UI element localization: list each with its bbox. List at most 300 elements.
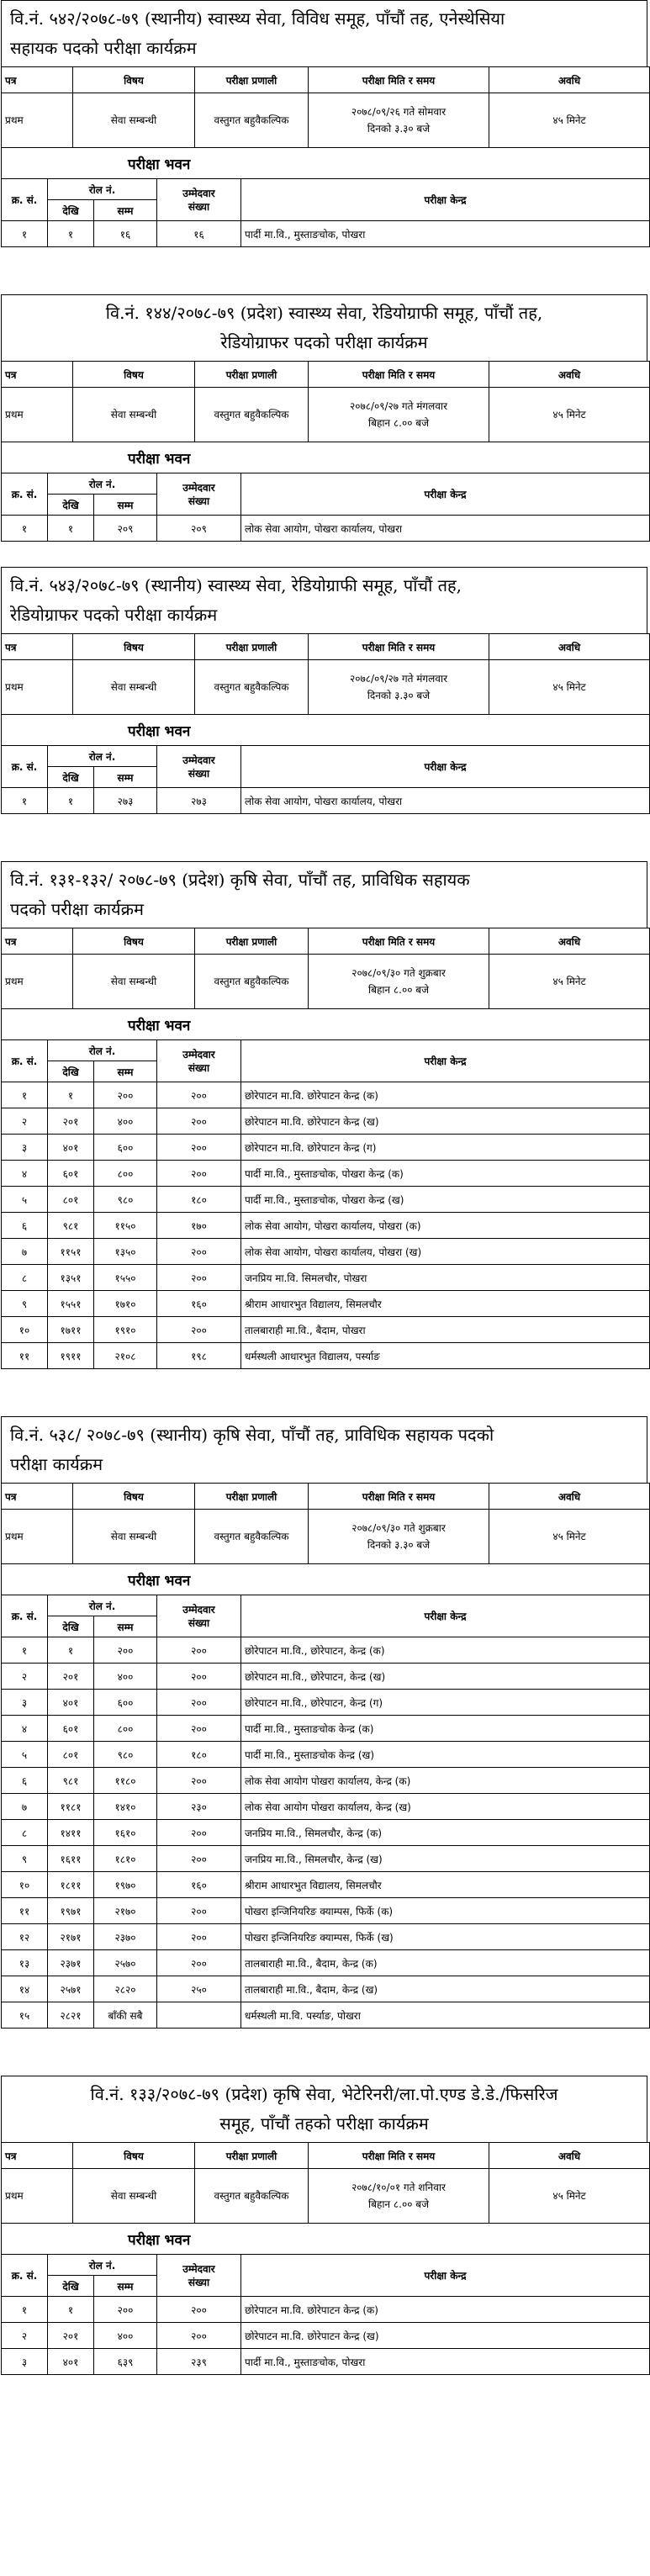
table-row — [2, 1976, 650, 2002]
venue-roll-to: १३५० — [94, 1239, 157, 1265]
table-row — [2, 2323, 650, 2349]
exam-section — [0, 1416, 648, 2029]
venue-roll-from: २०१ — [48, 2323, 94, 2349]
exam-program-table — [1, 928, 650, 1009]
exam-row — [2, 2169, 650, 2224]
venue-roll-from: ९८१ — [48, 1768, 94, 1794]
exam-date-time — [309, 388, 489, 442]
header-center: परीक्षा केन्द्र — [241, 746, 650, 788]
section-title — [1, 0, 647, 66]
exam-section — [0, 567, 648, 814]
header-candidates-line2: संख्या — [188, 200, 210, 213]
venue-candidate-count: २०० — [157, 1664, 241, 1690]
table-row — [2, 2349, 650, 2375]
venue-heading: परीक्षा भवन — [2, 1009, 650, 1040]
venue-serial: १३ — [2, 1950, 48, 1976]
venue-roll-to: ४०० — [94, 2323, 157, 2349]
venue-roll-to: २०० — [94, 1637, 157, 1664]
table-row — [2, 221, 650, 247]
table-row — [2, 1135, 650, 1161]
venue-roll-from: १४११ — [48, 1820, 94, 1846]
section-title-line: वि.नं. ५३८/ २०७८-७९ (स्थानीय) कृषि सेवा, पाँचौं तह, प्राविधिक सहायक पदको — [10, 1425, 494, 1445]
venue-center-name: छोरेपाटन मा.वि., छोरेपाटन, केन्द्र (क) — [241, 1637, 650, 1664]
table-row — [2, 1637, 650, 1664]
venue-center-name: पार्दी मा.वि., मुस्ताङचोक, पोखरा केन्द्र (ख) — [241, 1187, 650, 1213]
table-row — [2, 516, 650, 542]
venue-roll-to: १५५० — [94, 1265, 157, 1291]
venue-candidate-count: २०० — [157, 1716, 241, 1742]
venue-roll-to: २५७० — [94, 1950, 157, 1976]
table-row — [2, 1924, 650, 1950]
venue-roll-to: ६०० — [94, 1690, 157, 1716]
venue-roll-to: २३७० — [94, 1924, 157, 1950]
section-gap — [0, 1369, 650, 1416]
header-awadhi: अवधि — [489, 1484, 650, 1510]
venue-center-name: छोरेपाटन मा.वि. छोरेपाटन केन्द्र (क) — [241, 1082, 650, 1108]
venue-roll-to: २१०८ — [94, 1343, 157, 1369]
venue-roll-to: २०९ — [94, 516, 157, 542]
exam-system: वस्तुगत बहुवैकल्पिक — [195, 1510, 309, 1564]
table-row — [2, 1343, 650, 1369]
header-bishaya: विषय — [73, 67, 195, 93]
table-row — [2, 1794, 650, 1820]
exam-program-table — [1, 633, 650, 715]
venue-roll-to: बाँकी सबै — [94, 2002, 157, 2029]
venue-roll-from: ८०१ — [48, 1187, 94, 1213]
table-row — [2, 1239, 650, 1265]
venue-center-name: लोक सेवा आयोग, पोखरा कार्यालय, पोखरा — [241, 788, 650, 814]
exam-system: वस्तुगत बहुवैकल्पिक — [195, 2169, 309, 2224]
header-from: देखि — [48, 1061, 94, 1082]
header-patra: पत्र — [2, 1484, 73, 1510]
exam-program-table — [1, 361, 650, 442]
header-miti_samaya: परीक्षा मिति र समय — [309, 1484, 489, 1510]
exam-date-time — [309, 2169, 489, 2224]
section-title — [1, 1416, 647, 1483]
venue-candidate-count: २०० — [157, 1950, 241, 1976]
venue-center-name: छोरेपाटन मा.वि., छोरेपाटन, केन्द्र (ख) — [241, 1664, 650, 1690]
venue-center-name: पार्दी मा.वि., मुस्ताङचोक केन्द्र (क) — [241, 1716, 650, 1742]
venue-candidate-count: २०० — [157, 2323, 241, 2349]
venue-roll-to: ८०० — [94, 1716, 157, 1742]
exam-date-time — [309, 1510, 489, 1564]
venue-header-row — [2, 179, 650, 200]
venue-candidate-count: १६० — [157, 1291, 241, 1317]
exam-system: वस्तुगत बहुवैकल्पिक — [195, 955, 309, 1009]
venue-candidate-count: २०० — [157, 1690, 241, 1716]
venue-candidate-count: १८० — [157, 1187, 241, 1213]
header-awadhi: अवधि — [489, 67, 650, 93]
venue-roll-from: १ — [48, 221, 94, 247]
venue-roll-from: १९७१ — [48, 1898, 94, 1924]
venue-candidate-count: २०० — [157, 1768, 241, 1794]
exam-patra: प्रथम — [2, 2169, 73, 2224]
header-roll-no: रोल नं. — [48, 473, 157, 495]
venue-serial: ३ — [2, 1135, 48, 1161]
venue-center-name: धर्मस्थली आधारभुत विद्यालय, पर्स्याङ — [241, 1343, 650, 1369]
table-row — [2, 1898, 650, 1924]
exam-duration: ४५ मिनेट — [489, 955, 650, 1009]
exam-date: २०७८/०९/२७ गते मंगलवार — [350, 673, 447, 685]
header-bishaya: विषय — [73, 928, 195, 955]
venue-header-row — [2, 2255, 650, 2276]
venue-serial: ४ — [2, 1716, 48, 1742]
venue-center-name: धर्मस्थली मा.वि. पर्स्याङ, पोखरा — [241, 2002, 650, 2029]
exam-subject: सेवा सम्बन्धी — [73, 660, 195, 715]
header-serial: क्र. सं. — [2, 1040, 48, 1082]
venue-roll-to: १४१० — [94, 1794, 157, 1820]
exam-row — [2, 93, 650, 148]
venue-roll-from: ११५१ — [48, 1239, 94, 1265]
header-serial: क्र. सं. — [2, 1595, 48, 1637]
venue-header-row — [2, 1595, 650, 1616]
header-candidates — [157, 179, 241, 221]
table-row — [2, 2002, 650, 2029]
header-from: देखि — [48, 767, 94, 788]
header-to: सम्म — [94, 200, 157, 221]
venue-serial: ५ — [2, 1742, 48, 1768]
venue-candidate-count: १६० — [157, 1872, 241, 1898]
venue-center-name: तालबाराही मा.वि., बैदाम, पोखरा — [241, 1317, 650, 1343]
header-candidates-line1: उम्मेदवार — [182, 754, 215, 766]
header-candidates-line1: उम्मेदवार — [182, 1603, 215, 1616]
venue-roll-to: ९८० — [94, 1742, 157, 1768]
venue-heading: परीक्षा भवन — [2, 1564, 650, 1595]
venue-serial: ६ — [2, 1213, 48, 1239]
exam-section — [0, 861, 648, 1369]
table-row — [2, 1742, 650, 1768]
header-awadhi: अवधि — [489, 2143, 650, 2169]
venue-serial: ७ — [2, 1794, 48, 1820]
exam-row — [2, 955, 650, 1009]
venue-candidate-count — [157, 2002, 241, 2029]
header-bishaya: विषय — [73, 2143, 195, 2169]
exam-duration: ४५ मिनेट — [489, 93, 650, 148]
venue-serial: ९ — [2, 1846, 48, 1872]
header-candidates-line2: संख्या — [188, 1616, 210, 1629]
venue-heading-row — [2, 442, 650, 473]
header-miti_samaya: परीक्षा मिति र समय — [309, 67, 489, 93]
header-pranali: परीक्षा प्रणाली — [195, 634, 309, 660]
venue-table — [1, 148, 650, 247]
venue-center-name: पार्दी मा.वि., मुस्ताङचोक, पोखरा केन्द्र (क) — [241, 1161, 650, 1187]
header-bishaya: विषय — [73, 362, 195, 388]
exam-time: बिहान ८.०० बजे — [367, 2198, 430, 2210]
venue-candidate-count: २०० — [157, 2297, 241, 2323]
table-row — [2, 2297, 650, 2323]
venue-roll-to: ९८० — [94, 1187, 157, 1213]
exam-program-table — [1, 2142, 650, 2224]
header-serial: क्र. सं. — [2, 2255, 48, 2297]
venue-roll-to: ८०० — [94, 1161, 157, 1187]
header-to: सम्म — [94, 1061, 157, 1082]
exam-subject: सेवा सम्बन्धी — [73, 388, 195, 442]
section-gap — [0, 2029, 650, 2076]
venue-candidate-count: २०० — [157, 1108, 241, 1135]
header-miti_samaya: परीक्षा मिति र समय — [309, 928, 489, 955]
section-title-line: वि.नं. ५४२/२०७८-७९ (स्थानीय) स्वास्थ्य सेवा, विविध समूह, पाँचौं तह, एनेस्थेसिया — [10, 8, 505, 29]
table-row — [2, 1161, 650, 1187]
section-title-line: वि.नं. १३१-१३२/ २०७८-७९ (प्रदेश) कृषि सेवा, पाँचौं तह, प्राविधिक सहायक — [10, 870, 470, 890]
section-title — [1, 567, 647, 633]
venue-candidate-count: २७३ — [157, 788, 241, 814]
header-miti_samaya: परीक्षा मिति र समय — [309, 634, 489, 660]
header-pranali: परीक्षा प्रणाली — [195, 2143, 309, 2169]
header-patra: पत्र — [2, 928, 73, 955]
header-awadhi: अवधि — [489, 362, 650, 388]
venue-table — [1, 1009, 650, 1369]
exam-date-time — [309, 93, 489, 148]
venue-heading: परीक्षा भवन — [2, 148, 650, 179]
exam-patra: प्रथम — [2, 660, 73, 715]
exam-header-row — [2, 362, 650, 388]
venue-heading-row — [2, 148, 650, 179]
header-candidates — [157, 1595, 241, 1637]
venue-center-name: तालबाराही मा.वि., बैदाम, केन्द्र (क) — [241, 1950, 650, 1976]
table-row — [2, 1768, 650, 1794]
header-serial: क्र. सं. — [2, 179, 48, 221]
venue-roll-from: १५५१ — [48, 1291, 94, 1317]
venue-roll-to: १६ — [94, 221, 157, 247]
table-row — [2, 1690, 650, 1716]
header-candidates — [157, 473, 241, 516]
venue-roll-to: १७१० — [94, 1291, 157, 1317]
exam-subject: सेवा सम्बन्धी — [73, 93, 195, 148]
section-title — [1, 294, 647, 361]
header-to: सम्म — [94, 1616, 157, 1637]
table-row — [2, 1317, 650, 1343]
section-gap — [0, 247, 650, 294]
venue-serial: १ — [2, 1082, 48, 1108]
venue-roll-to: १९७० — [94, 1872, 157, 1898]
venue-center-name: लोक सेवा आयोग, पोखरा कार्यालय, पोखरा — [241, 516, 650, 542]
venue-candidate-count: २०० — [157, 1239, 241, 1265]
header-center: परीक्षा केन्द्र — [241, 1595, 650, 1637]
exam-row — [2, 388, 650, 442]
venue-serial: ३ — [2, 1690, 48, 1716]
table-row — [2, 1291, 650, 1317]
venue-heading: परीक्षा भवन — [2, 715, 650, 746]
venue-center-name: छोरेपाटन मा.वि. छोरेपाटन केन्द्र (ख) — [241, 2323, 650, 2349]
header-roll-no: रोल नं. — [48, 179, 157, 200]
venue-candidate-count: २०० — [157, 1161, 241, 1187]
venue-table — [1, 1564, 650, 2029]
venue-candidate-count: २०० — [157, 1317, 241, 1343]
venue-candidate-count: २०० — [157, 1846, 241, 1872]
venue-roll-from: १८११ — [48, 1872, 94, 1898]
header-patra: पत्र — [2, 634, 73, 660]
venue-center-name: जनप्रिय मा.वि. सिमलचौर, पोखरा — [241, 1265, 650, 1291]
venue-roll-to: १८१० — [94, 1846, 157, 1872]
section-title — [1, 861, 647, 928]
exam-date: २०७८/०९/३० गते शुक्रबार — [351, 967, 446, 979]
venue-table — [1, 2224, 650, 2375]
exam-time: दिनको ३.३० बजे — [367, 123, 431, 135]
venue-serial: २ — [2, 1108, 48, 1135]
header-roll-no: रोल नं. — [48, 1595, 157, 1616]
header-candidates — [157, 746, 241, 788]
exam-date: २०७८/०९/३० गते शुक्रबार — [351, 1522, 446, 1534]
header-candidates-line2: संख्या — [188, 767, 210, 780]
venue-serial: १ — [2, 2297, 48, 2323]
table-row — [2, 1820, 650, 1846]
exam-section — [0, 0, 648, 247]
header-to: सम्म — [94, 767, 157, 788]
table-row — [2, 1716, 650, 1742]
exam-patra: प्रथम — [2, 93, 73, 148]
venue-serial: १४ — [2, 1976, 48, 2002]
table-row — [2, 1108, 650, 1135]
venue-candidate-count: २०० — [157, 1082, 241, 1108]
venue-serial: २ — [2, 1664, 48, 1690]
venue-roll-from: २१७१ — [48, 1924, 94, 1950]
venue-roll-from: १७११ — [48, 1317, 94, 1343]
venue-serial: १ — [2, 1637, 48, 1664]
venue-serial: ११ — [2, 1898, 48, 1924]
venue-roll-to: १६१० — [94, 1820, 157, 1846]
header-center: परीक्षा केन्द्र — [241, 473, 650, 516]
exam-patra: प्रथम — [2, 955, 73, 1009]
exam-duration: ४५ मिनेट — [489, 1510, 650, 1564]
section-gap — [0, 814, 650, 861]
venue-center-name: जनप्रिय मा.वि., सिमलचौर, केन्द्र (क) — [241, 1820, 650, 1846]
venue-roll-to: २०० — [94, 2297, 157, 2323]
venue-roll-from: १३५१ — [48, 1265, 94, 1291]
venue-center-name: लोक सेवा आयोग पोखरा कार्यालय, केन्द्र (ख) — [241, 1794, 650, 1820]
exam-subject: सेवा सम्बन्धी — [73, 2169, 195, 2224]
header-miti_samaya: परीक्षा मिति र समय — [309, 2143, 489, 2169]
header-to: सम्म — [94, 495, 157, 516]
venue-center-name: जनप्रिय मा.वि., सिमलचौर, केन्द्र (ख) — [241, 1846, 650, 1872]
exam-program-table — [1, 1483, 650, 1564]
exam-row — [2, 660, 650, 715]
header-from: देखि — [48, 1616, 94, 1637]
venue-candidate-count: १८० — [157, 1742, 241, 1768]
header-awadhi: अवधि — [489, 928, 650, 955]
venue-serial: ७ — [2, 1239, 48, 1265]
header-from: देखि — [48, 495, 94, 516]
venue-roll-from: २५७१ — [48, 1976, 94, 2002]
venue-candidate-count: २०० — [157, 1898, 241, 1924]
table-row — [2, 1872, 650, 1898]
exam-patra: प्रथम — [2, 1510, 73, 1564]
header-center: परीक्षा केन्द्र — [241, 2255, 650, 2297]
exam-row — [2, 1510, 650, 1564]
venue-header-row — [2, 746, 650, 767]
venue-serial: १२ — [2, 1924, 48, 1950]
venue-serial: ८ — [2, 1820, 48, 1846]
exam-time: बिहान ८.०० बजे — [367, 417, 430, 429]
header-candidates-line1: उम्मेदवार — [182, 1048, 215, 1061]
header-center: परीक्षा केन्द्र — [241, 179, 650, 221]
venue-center-name: श्रीराम आधारभुत विद्यालय, सिमलचौर — [241, 1872, 650, 1898]
header-miti_samaya: परीक्षा मिति र समय — [309, 362, 489, 388]
venue-heading-row — [2, 1564, 650, 1595]
exam-duration: ४५ मिनेट — [489, 2169, 650, 2224]
venue-center-name: छोरेपाटन मा.वि. छोरेपाटन केन्द्र (क) — [241, 2297, 650, 2323]
venue-center-name: श्रीराम आधारभुत विद्यालय, सिमलचौर — [241, 1291, 650, 1317]
exam-duration: ४५ मिनेट — [489, 660, 650, 715]
venue-roll-from: ४०१ — [48, 2349, 94, 2375]
table-row — [2, 1950, 650, 1976]
exam-section — [0, 2076, 648, 2375]
exam-time: बिहान ८.०० बजे — [367, 984, 430, 996]
venue-serial: ९ — [2, 1291, 48, 1317]
venue-candidate-count: २०० — [157, 1637, 241, 1664]
exam-date-time — [309, 660, 489, 715]
venue-heading-row — [2, 715, 650, 746]
section-title-line: परीक्षा कार्यक्रम — [10, 1454, 103, 1474]
venue-roll-from: ६०१ — [48, 1161, 94, 1187]
venue-roll-from: २०१ — [48, 1664, 94, 1690]
venue-header-row — [2, 473, 650, 495]
header-patra: पत्र — [2, 2143, 73, 2169]
exam-header-row — [2, 67, 650, 93]
header-center: परीक्षा केन्द्र — [241, 1040, 650, 1082]
venue-roll-to: २०० — [94, 1082, 157, 1108]
exam-time: दिनको ३.३० बजे — [367, 1539, 431, 1551]
venue-roll-from: ९८१ — [48, 1213, 94, 1239]
venue-roll-to: ११५० — [94, 1213, 157, 1239]
header-serial: क्र. सं. — [2, 473, 48, 516]
table-row — [2, 1846, 650, 1872]
section-title-line: रेडियोग्राफर पदको परीक्षा कार्यक्रम — [220, 332, 428, 352]
venue-roll-from: ११८१ — [48, 1794, 94, 1820]
exam-header-row — [2, 928, 650, 955]
venue-center-name: छोरेपाटन मा.वि. छोरेपाटन केन्द्र (ग) — [241, 1135, 650, 1161]
section-title-line: वि.नं. ५४३/२०७८-७९ (स्थानीय) स्वास्थ्य सेवा, रेडियोग्राफी समूह, पाँचौं तह, — [10, 575, 462, 595]
exam-header-row — [2, 2143, 650, 2169]
section-title — [1, 2076, 647, 2142]
venue-heading: परीक्षा भवन — [2, 442, 650, 473]
header-pranali: परीक्षा प्रणाली — [195, 67, 309, 93]
venue-roll-to: ४०० — [94, 1108, 157, 1135]
header-serial: क्र. सं. — [2, 746, 48, 788]
section-title-line: वि.नं. १४४/२०७८-७९ (प्रदेश) स्वास्थ्य सेवा, रेडियोग्राफी समूह, पाँचौं तह, — [105, 303, 543, 323]
venue-candidate-count: २०० — [157, 1820, 241, 1846]
header-candidates — [157, 2255, 241, 2297]
venue-candidate-count: २३९ — [157, 2349, 241, 2375]
venue-heading: परीक्षा भवन — [2, 2224, 650, 2255]
venue-roll-from: १ — [48, 1082, 94, 1108]
header-patra: पत्र — [2, 67, 73, 93]
venue-roll-to: २७३ — [94, 788, 157, 814]
header-to: सम्म — [94, 2276, 157, 2297]
venue-roll-from: १९११ — [48, 1343, 94, 1369]
venue-candidate-count: २५० — [157, 1976, 241, 2002]
header-pranali: परीक्षा प्रणाली — [195, 928, 309, 955]
venue-roll-from: ४०१ — [48, 1135, 94, 1161]
exam-date: २०७८/१०/०१ गते शनिवार — [351, 2182, 446, 2193]
venue-roll-to: २८२० — [94, 1976, 157, 2002]
venue-candidate-count: २०९ — [157, 516, 241, 542]
exam-section — [0, 294, 648, 542]
header-candidates-line2: संख्या — [188, 495, 210, 507]
venue-roll-from: १ — [48, 516, 94, 542]
header-candidates-line2: संख्या — [188, 2276, 210, 2288]
venue-roll-from: ४०१ — [48, 1690, 94, 1716]
venue-candidate-count: १७० — [157, 1213, 241, 1239]
header-from: देखि — [48, 2276, 94, 2297]
venue-roll-from: ८०१ — [48, 1742, 94, 1768]
venue-serial: १० — [2, 1872, 48, 1898]
venue-candidate-count: २०० — [157, 1135, 241, 1161]
venue-center-name: पार्दी मा.वि., मुस्ताङचोक, पोखरा — [241, 221, 650, 247]
exam-subject: सेवा सम्बन्धी — [73, 1510, 195, 1564]
exam-patra: प्रथम — [2, 388, 73, 442]
venue-roll-from: १ — [48, 788, 94, 814]
section-title-line: रेडियोग्राफर पदको परीक्षा कार्यक्रम — [10, 605, 218, 625]
